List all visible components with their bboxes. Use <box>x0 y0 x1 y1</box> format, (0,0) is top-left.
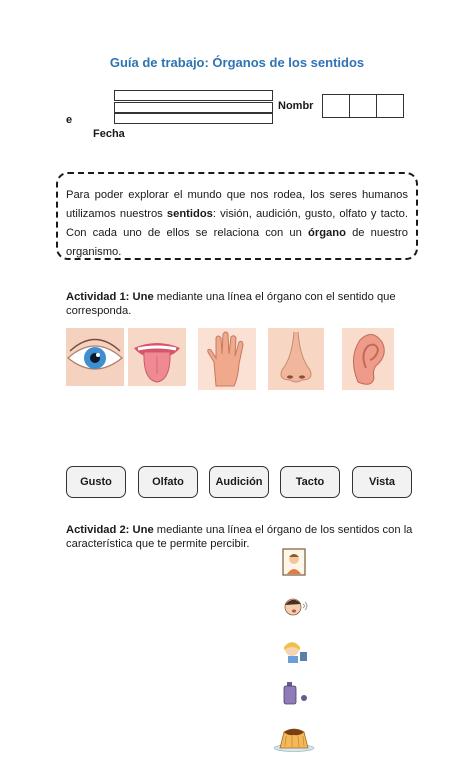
sense-button-vista[interactable]: Vista <box>352 466 412 498</box>
activity2-text: mediante una línea el órgano de los sentidos con la característica que te permite percibir. <box>66 524 413 550</box>
intro-bold-senses: sentidos <box>166 208 213 220</box>
intro-text-2: : visión, audición, gusto, olfato y tacto. Con cada uno de ellos se relaciona con un <box>66 208 408 239</box>
date-label: Fecha <box>93 128 125 140</box>
sense-button-audicion[interactable]: Audición <box>209 466 269 498</box>
activity1-instruction <box>66 290 410 318</box>
intro-paragraph <box>66 186 408 262</box>
name-label-wrap: e <box>66 114 73 126</box>
activity1-text: mediante una línea el órgano con el sentido que corresponda. <box>66 291 396 317</box>
pudding-icon[interactable] <box>272 726 316 752</box>
date-day-cell[interactable] <box>322 94 350 118</box>
intro-text-1: Para poder explorar el mundo que nos rodea, los seres humanos utilizamos nuestros <box>66 189 408 220</box>
sense-button-olfato[interactable]: Olfato <box>138 466 198 498</box>
activity1-label: Actividad 1: <box>66 291 130 303</box>
activity2-verb: Une <box>132 524 154 536</box>
child-listening-icon[interactable] <box>280 638 308 664</box>
name-field-line-2[interactable] <box>114 102 273 113</box>
perfume-bottle-icon[interactable] <box>282 680 310 706</box>
nose-icon[interactable] <box>268 328 324 390</box>
child-speaking-icon[interactable] <box>282 595 308 619</box>
tongue-icon[interactable] <box>128 328 186 386</box>
hand-icon[interactable] <box>198 328 256 390</box>
activity2-label: Actividad 2: <box>66 524 130 536</box>
intro-text-3: de nuestro organismo. <box>66 227 408 258</box>
date-grid <box>322 94 404 118</box>
date-year-cell[interactable] <box>377 94 404 118</box>
framed-face-icon[interactable] <box>282 548 306 576</box>
eye-icon[interactable] <box>66 328 124 386</box>
date-month-cell[interactable] <box>350 94 377 118</box>
sense-button-gusto[interactable]: Gusto <box>66 466 126 498</box>
date-field[interactable] <box>114 113 273 124</box>
intro-bold-organ: órgano <box>308 227 346 239</box>
name-label: Nombr <box>278 100 314 112</box>
sense-button-tacto[interactable]: Tacto <box>280 466 340 498</box>
name-field[interactable] <box>114 90 273 101</box>
activity1-verb: Une <box>132 291 154 303</box>
ear-icon[interactable] <box>342 328 394 390</box>
activity2-instruction <box>66 523 416 551</box>
page-title: Guía de trabajo: Órganos de los sentidos <box>109 55 365 70</box>
